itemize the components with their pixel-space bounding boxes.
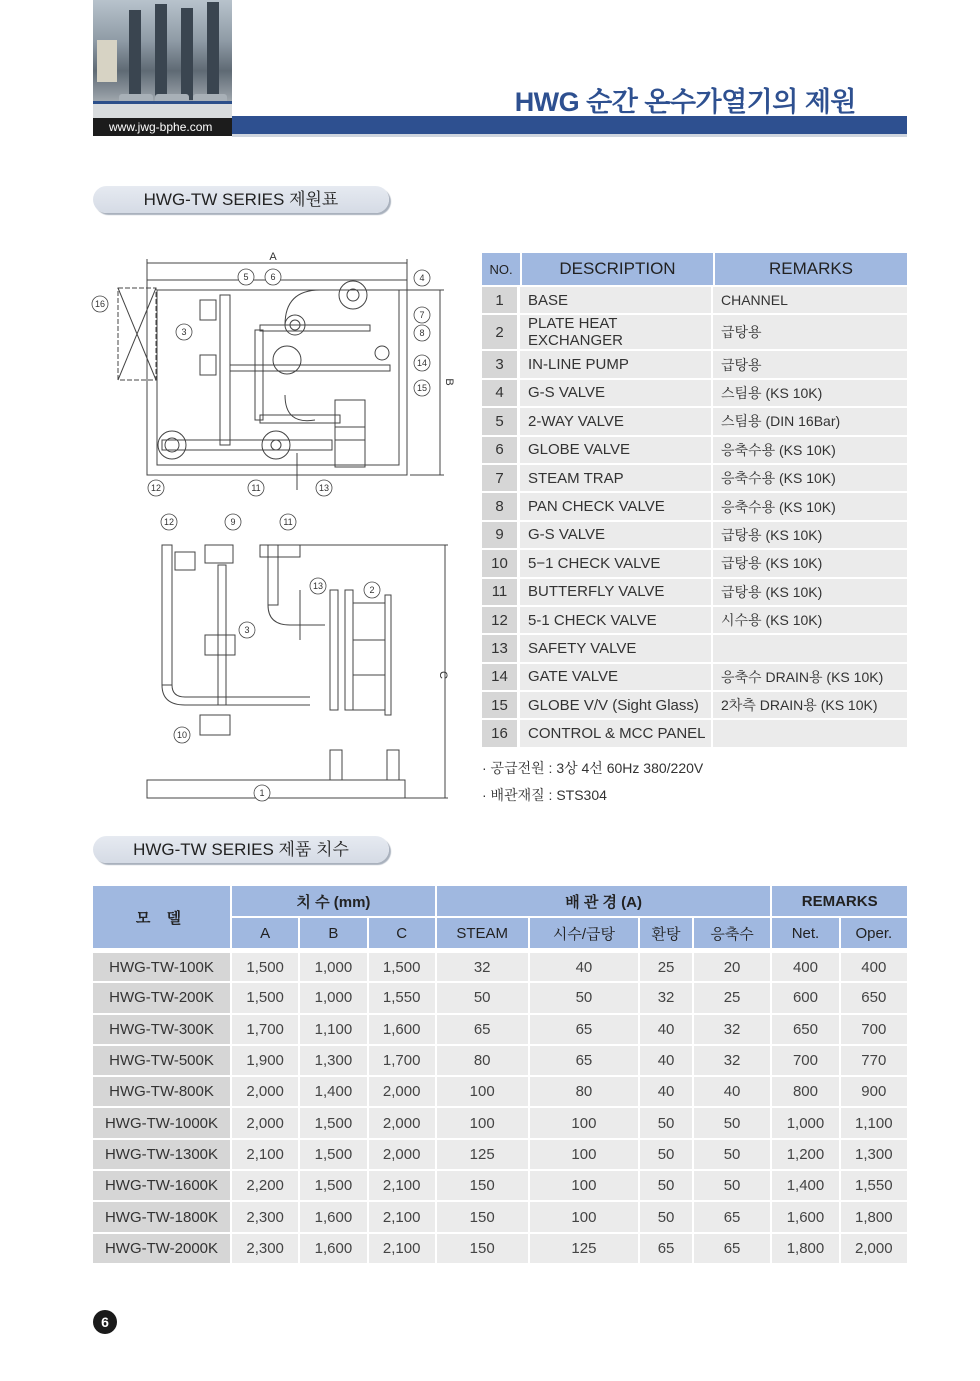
part-remarks: 스팀용 (KS 10K)	[713, 378, 907, 406]
part-remarks: 급탕용 (KS 10K)	[713, 548, 907, 576]
spec-value: 50	[638, 1169, 692, 1200]
model-row	[93, 1232, 907, 1263]
dim-label-b: B	[443, 378, 455, 386]
parts-row	[482, 690, 907, 718]
photo-floor	[93, 104, 232, 118]
spec-value: 1,400	[298, 1075, 366, 1106]
svg-text:10: 10	[176, 730, 188, 740]
parts-row	[482, 406, 907, 434]
spec-value: 40	[638, 1044, 692, 1075]
spec-value: 700	[839, 1013, 907, 1044]
spec-value: 770	[839, 1044, 907, 1075]
spec-value: 50	[692, 1169, 771, 1200]
spec-value: 65	[638, 1232, 692, 1263]
part-number: 4	[482, 378, 520, 406]
part-description: 5-1 CHECK VALVE	[520, 605, 713, 633]
parts-row	[482, 605, 907, 633]
part-number: 14	[482, 662, 520, 690]
svg-text:11: 11	[251, 483, 261, 493]
spec-value: 650	[839, 981, 907, 1012]
svg-text:3: 3	[244, 625, 250, 635]
notes	[482, 755, 703, 809]
part-remarks: 응축수 DRAIN용 (KS 10K)	[713, 662, 907, 690]
parts-row	[482, 548, 907, 576]
part-description: SAFETY VALVE	[520, 633, 713, 661]
spec-value: 1,900	[230, 1044, 298, 1075]
part-number: 13	[482, 633, 520, 661]
part-remarks: 응축수용 (KS 10K)	[713, 491, 907, 519]
spec-value: 1,700	[230, 1013, 298, 1044]
spec-value: 400	[839, 950, 907, 981]
spec-value: 2,100	[230, 1138, 298, 1169]
spec-value: 32	[638, 981, 692, 1012]
spec-value: 1,000	[770, 1106, 838, 1137]
spec-value: 80	[435, 1044, 528, 1075]
part-number: 15	[482, 690, 520, 718]
callout-16	[92, 296, 108, 312]
svg-text:6: 6	[270, 272, 276, 282]
part-description: GATE VALVE	[520, 662, 713, 690]
spec-value: 1,800	[839, 1200, 907, 1231]
callout-14	[414, 355, 430, 371]
subheader-col: C	[367, 918, 435, 950]
svg-text:3: 3	[181, 327, 187, 337]
svg-text:8: 8	[419, 328, 425, 338]
callout-1	[254, 785, 270, 801]
model-name: HWG-TW-100K	[93, 950, 230, 981]
spec-value: 1,000	[298, 981, 366, 1012]
spec-value: 65	[435, 1013, 528, 1044]
header-dimensions: 치 수 (mm)	[230, 886, 435, 918]
part-number: 3	[482, 349, 520, 377]
svg-text:9: 9	[230, 517, 236, 527]
part-number: 6	[482, 435, 520, 463]
spec-value: 1,500	[367, 950, 435, 981]
parts-row	[482, 435, 907, 463]
photo-pipe	[155, 4, 167, 100]
model-row	[93, 1044, 907, 1075]
spec-value: 1,800	[770, 1232, 838, 1263]
callout-12-side	[161, 514, 177, 530]
spec-value: 2,100	[367, 1169, 435, 1200]
spec-value: 1,500	[298, 1169, 366, 1200]
spec-value: 1,700	[367, 1044, 435, 1075]
model-name: HWG-TW-800K	[93, 1075, 230, 1106]
part-description: 5−1 CHECK VALVE	[520, 548, 713, 576]
subheader-col: STEAM	[435, 918, 528, 950]
spec-value: 50	[435, 981, 528, 1012]
spec-value: 2,000	[230, 1075, 298, 1106]
spec-value: 50	[638, 1138, 692, 1169]
spec-value: 2,000	[367, 1075, 435, 1106]
spec-value: 2,300	[230, 1232, 298, 1263]
subheader-col: 응축수	[692, 918, 771, 950]
spec-value: 125	[435, 1138, 528, 1169]
spec-value: 2,000	[839, 1232, 907, 1263]
part-remarks: 스팀용 (DIN 16Bar)	[713, 406, 907, 434]
section-title-dimensions: HWG-TW SERIES 제품 치수	[93, 836, 389, 863]
callout-3-side	[239, 622, 255, 638]
spec-value: 80	[528, 1075, 639, 1106]
callout-11	[248, 480, 264, 496]
parts-row	[482, 633, 907, 661]
part-remarks: 시수용 (KS 10K)	[713, 605, 907, 633]
photo-pipe	[207, 2, 219, 100]
page-number: 6	[93, 1310, 117, 1334]
spec-value: 2,100	[367, 1200, 435, 1231]
spec-value: 2,000	[367, 1138, 435, 1169]
part-description: PAN CHECK VALVE	[520, 491, 713, 519]
part-number: 1	[482, 285, 520, 313]
model-row	[93, 1075, 907, 1106]
spec-value: 2,300	[230, 1200, 298, 1231]
callout-2	[364, 582, 380, 598]
header-pipe-size: 배 관 경 (A)	[435, 886, 771, 918]
spec-value: 65	[692, 1232, 771, 1263]
spec-value: 40	[528, 950, 639, 981]
model-row	[93, 1200, 907, 1231]
spec-value: 50	[692, 1138, 771, 1169]
part-description: G-S VALVE	[520, 520, 713, 548]
dim-label-c: C	[437, 671, 449, 679]
part-description: BASE	[520, 285, 713, 313]
part-description: STEAM TRAP	[520, 463, 713, 491]
header-photo-plant-room	[93, 0, 232, 118]
spec-value: 100	[528, 1169, 639, 1200]
photo-control-panel	[97, 40, 117, 82]
spec-value: 1,500	[230, 950, 298, 981]
section-title-specs: HWG-TW SERIES 제원표	[93, 186, 389, 213]
callout-6	[265, 269, 281, 285]
svg-text:11: 11	[283, 517, 293, 527]
spec-value: 650	[770, 1013, 838, 1044]
note-power-supply: · 공급전원 : 3상 4선 60Hz 380/220V	[482, 760, 704, 776]
svg-text:1: 1	[259, 788, 265, 798]
model-name: HWG-TW-1800K	[93, 1200, 230, 1231]
parts-row	[482, 349, 907, 377]
subheader-col: A	[230, 918, 298, 950]
spec-value: 2,000	[230, 1106, 298, 1137]
callout-11-side	[280, 514, 296, 530]
spec-value: 100	[435, 1075, 528, 1106]
parts-row	[482, 378, 907, 406]
model-row	[93, 950, 907, 981]
parts-row	[482, 463, 907, 491]
page-title: HWG 순간 온수가열기의 제원	[514, 87, 856, 117]
subheader-col: 환탕	[638, 918, 692, 950]
spec-value: 32	[692, 1013, 771, 1044]
spec-value: 125	[528, 1232, 639, 1263]
spec-value: 2,000	[367, 1106, 435, 1137]
spec-value: 65	[528, 1013, 639, 1044]
part-number: 2	[482, 313, 520, 349]
spec-value: 40	[692, 1075, 771, 1106]
subheader-col: Net.	[770, 918, 838, 950]
parts-row	[482, 520, 907, 548]
header-model: 모 델	[93, 886, 230, 950]
subheader-col: 시수/급탕	[528, 918, 639, 950]
parts-row	[482, 491, 907, 519]
header-description: DESCRIPTION	[520, 253, 713, 285]
callout-15	[414, 380, 430, 396]
spec-value: 100	[528, 1106, 639, 1137]
part-remarks: 응축수용 (KS 10K)	[713, 463, 907, 491]
model-name: HWG-TW-1000K	[93, 1106, 230, 1137]
spec-value: 65	[692, 1200, 771, 1231]
callout-10	[174, 727, 190, 743]
parts-row	[482, 285, 907, 313]
model-name: HWG-TW-500K	[93, 1044, 230, 1075]
spec-value: 1,400	[770, 1169, 838, 1200]
spec-value: 2,100	[367, 1232, 435, 1263]
part-description: GLOBE VALVE	[520, 435, 713, 463]
parts-row	[482, 313, 907, 349]
callout-8	[414, 325, 430, 341]
part-description: GLOBE V/V (Sight Glass)	[520, 690, 713, 718]
spec-value: 1,100	[839, 1106, 907, 1137]
svg-text:12: 12	[163, 517, 175, 527]
part-number: 8	[482, 491, 520, 519]
side-view	[147, 545, 448, 798]
header-no: NO.	[482, 253, 520, 285]
part-number: 12	[482, 605, 520, 633]
dims-header-group	[93, 886, 907, 918]
part-description: 2-WAY VALVE	[520, 406, 713, 434]
spec-value: 1,600	[298, 1200, 366, 1231]
spec-value: 100	[528, 1138, 639, 1169]
svg-text:12: 12	[150, 483, 162, 493]
callout-3	[176, 324, 192, 340]
spec-value: 50	[638, 1200, 692, 1231]
spec-value: 2,200	[230, 1169, 298, 1200]
callout-7	[414, 307, 430, 323]
callout-9	[225, 514, 241, 530]
model-name: HWG-TW-300K	[93, 1013, 230, 1044]
callout-12	[148, 480, 164, 496]
header-remarks: REMARKS	[770, 886, 907, 918]
equipment-drawing	[90, 245, 460, 810]
part-remarks: 급탕용 (KS 10K)	[713, 520, 907, 548]
photo-pipe	[129, 10, 141, 100]
model-name: HWG-TW-1300K	[93, 1138, 230, 1169]
part-number: 5	[482, 406, 520, 434]
svg-text:7: 7	[419, 310, 425, 320]
spec-value: 50	[692, 1106, 771, 1137]
spec-value: 1,100	[298, 1013, 366, 1044]
svg-text:5: 5	[243, 272, 249, 282]
spec-value: 700	[770, 1044, 838, 1075]
spec-value: 1,500	[230, 981, 298, 1012]
spec-value: 32	[435, 950, 528, 981]
part-description: BUTTERFLY VALVE	[520, 577, 713, 605]
spec-value: 150	[435, 1169, 528, 1200]
spec-value: 1,000	[298, 950, 366, 981]
part-remarks: 2차측 DRAIN용 (KS 10K)	[713, 690, 907, 718]
subheader-col: Oper.	[839, 918, 907, 950]
callout-13-side	[310, 578, 326, 594]
part-number: 10	[482, 548, 520, 576]
spec-value: 65	[528, 1044, 639, 1075]
spec-value: 1,300	[839, 1138, 907, 1169]
part-description: CONTROL & MCC PANEL	[520, 718, 713, 746]
part-remarks: 응축수용 (KS 10K)	[713, 435, 907, 463]
dim-label-a: A	[269, 251, 277, 263]
model-row	[93, 981, 907, 1012]
spec-value: 25	[692, 981, 771, 1012]
spec-value: 40	[638, 1013, 692, 1044]
model-name: HWG-TW-2000K	[93, 1232, 230, 1263]
svg-text:16: 16	[94, 299, 106, 309]
spec-value: 50	[638, 1106, 692, 1137]
parts-row	[482, 718, 907, 746]
part-number: 9	[482, 520, 520, 548]
photo-pipe	[181, 8, 193, 100]
spec-value: 100	[528, 1200, 639, 1231]
spec-value: 150	[435, 1200, 528, 1231]
header-bar-shadow	[232, 134, 907, 137]
parts-row	[482, 577, 907, 605]
spec-value: 1,600	[367, 1013, 435, 1044]
top-view	[118, 259, 444, 490]
spec-value: 1,600	[298, 1232, 366, 1263]
spec-value: 50	[528, 981, 639, 1012]
spec-value: 32	[692, 1044, 771, 1075]
spec-value: 1,500	[298, 1138, 366, 1169]
spec-value: 1,600	[770, 1200, 838, 1231]
spec-value: 800	[770, 1075, 838, 1106]
spec-value: 150	[435, 1232, 528, 1263]
model-row	[93, 1106, 907, 1137]
spec-value: 20	[692, 950, 771, 981]
part-number: 7	[482, 463, 520, 491]
svg-text:13: 13	[318, 483, 330, 493]
part-remarks: 급탕용	[713, 349, 907, 377]
subheader-col: B	[298, 918, 366, 950]
part-remarks: 급탕용 (KS 10K)	[713, 577, 907, 605]
model-name: HWG-TW-1600K	[93, 1169, 230, 1200]
part-remarks: CHANNEL	[713, 285, 907, 313]
spec-value: 25	[638, 950, 692, 981]
dimensions-table	[93, 886, 907, 1263]
spec-value: 1,550	[839, 1169, 907, 1200]
spec-value: 1,550	[367, 981, 435, 1012]
svg-text:15: 15	[416, 383, 428, 393]
spec-value: 100	[435, 1106, 528, 1137]
spec-value: 400	[770, 950, 838, 981]
model-row	[93, 1013, 907, 1044]
part-description: IN-LINE PUMP	[520, 349, 713, 377]
model-row	[93, 1138, 907, 1169]
spec-value: 1,500	[298, 1106, 366, 1137]
model-name: HWG-TW-200K	[93, 981, 230, 1012]
website-url[interactable]: www.jwg-bphe.com	[93, 118, 232, 136]
svg-text:2: 2	[369, 585, 375, 595]
callout-4	[414, 270, 430, 286]
part-remarks	[713, 718, 907, 746]
spec-value: 900	[839, 1075, 907, 1106]
parts-table	[482, 253, 907, 747]
note-pipe-material: · 배관재질 : STS304	[482, 787, 607, 803]
spec-value: 40	[638, 1075, 692, 1106]
part-number: 16	[482, 718, 520, 746]
part-number: 11	[482, 577, 520, 605]
parts-row	[482, 662, 907, 690]
callout-5	[238, 269, 254, 285]
spec-value: 1,300	[298, 1044, 366, 1075]
part-remarks	[713, 633, 907, 661]
part-description: PLATE HEAT EXCHANGER	[520, 313, 713, 349]
svg-text:13: 13	[312, 581, 324, 591]
part-description: G-S VALVE	[520, 378, 713, 406]
model-row	[93, 1169, 907, 1200]
svg-text:4: 4	[419, 273, 425, 283]
spec-value: 600	[770, 981, 838, 1012]
svg-text:14: 14	[416, 358, 428, 368]
parts-table-header	[482, 253, 907, 285]
callout-13	[316, 480, 332, 496]
part-remarks: 급탕용	[713, 313, 907, 349]
header-remarks: REMARKS	[713, 253, 907, 285]
spec-value: 1,200	[770, 1138, 838, 1169]
